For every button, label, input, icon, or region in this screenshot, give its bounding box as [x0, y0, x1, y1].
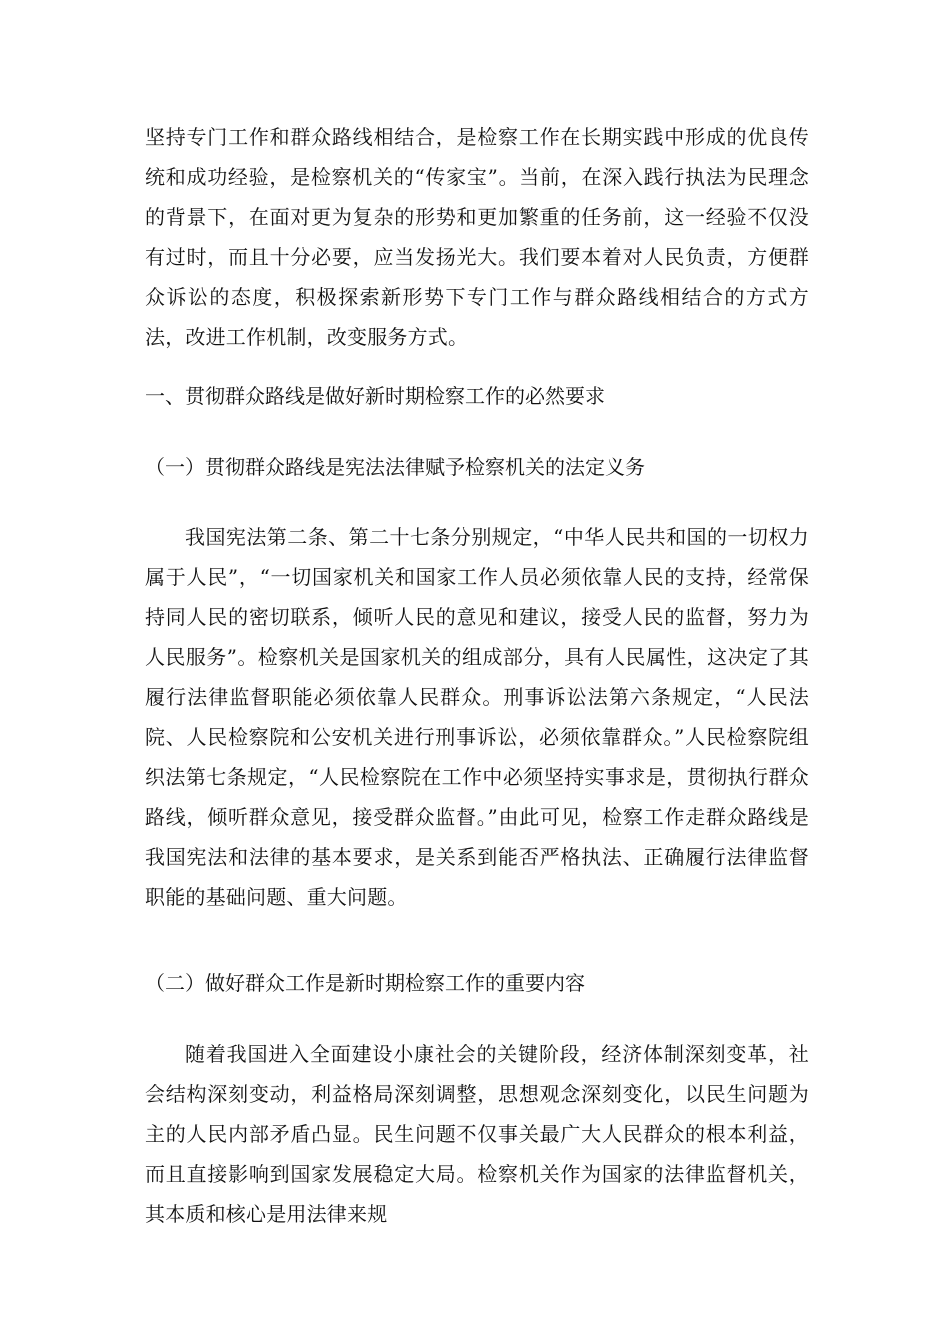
section-heading-1: 一、贯彻群众路线是做好新时期检察工作的必然要求 — [145, 384, 605, 408]
subsection-heading-2: （二）做好群众工作是新时期检察工作的重要内容 — [145, 971, 585, 995]
subsection-2-paragraph: 随着我国进入全面建设小康社会的关键阶段，经济体制深刻变革，社会结构深刻变动，利益格局深刻调整，思想观念深刻变化，以民生问题为主的人民内部矛盾凸显。民生问题不仅事关最广大人民群众的根本利益，而且直接影响到国家发展稳定大局。检察机关作为国家的法律监督机关，其本质和核心是用法律来规 — [145, 1042, 809, 1226]
intro-paragraph: 坚持专门工作和群众路线相结合，是检察工作在长期实践中形成的优良传统和成功经验，是检察机关的“传家宝”。当前，在深入践行执法为民理念的背景下，在面对更为复杂的形势和更加繁重的任务前，这一经验不仅没有过时，而且十分必要，应当发扬光大。我们要本着对人民负责，方便群众诉讼的态度，积极探索新形势下专门工作与群众路线相结合的方式方法，改进工作机制，改变服务方式。 — [145, 125, 809, 349]
subsection-heading-1: （一）贯彻群众路线是宪法法律赋予检察机关的法定义务 — [145, 455, 645, 479]
subsection-1-paragraph: 我国宪法第二条、第二十七条分别规定，“中华人民共和国的一切权力属于人民”，“一切国家机关和国家工作人员必须依靠人民的支持，经常保持同人民的密切联系，倾听人民的意见和建议，接受人民的监督，努力为人民服务”。检察机关是国家机关的组成部分，具有人民属性，这决定了其履行法律监督职能必须依靠人民群众。刑事诉讼法第六条规定，“人民法院、人民检察院和公安机关进行刑事诉讼，必须依靠群众。”人民检察院组织法第七条规定，“人民检察院在工作中必须坚持实事求是，贯彻执行群众路线，倾听群众意见，接受群众监督。”由此可见，检察工作走群众路线是我国宪法和法律的基本要求，是关系到能否严格执法、正确履行法律监督职能的基础问题、重大问题。 — [145, 525, 809, 909]
